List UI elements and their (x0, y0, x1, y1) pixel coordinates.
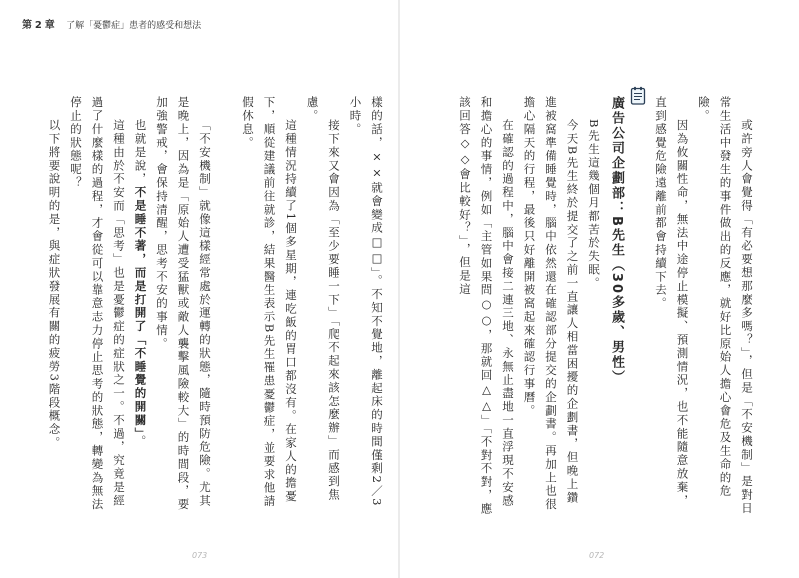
case-section-title: 廣告公司企劃部：B先生（30多歲、男性） (609, 96, 624, 385)
left-page (0, 0, 399, 578)
symptom-paragraph: 這種由於不安而「思考」也是憂鬱症的症狀之一。不過，究竟是經過了什麼樣的過程，才會從可以靠意志力停止思考的狀態，轉變為無法停止的狀態呢？ (69, 96, 126, 512)
case-paragraph-2: 今天B先生終於提交了之前一直讓人相當困擾的企劃書，但晚上鑽進被窩準備睡覺時，腦中依然還在確認部分提交的企劃書。再加上也很擔心隔天的行程，最後只好離開被窩起來確認行事曆。 (522, 96, 580, 512)
next-section-paragraph: 以下將要說明的是，與症狀發展有關的疲勞3階段概念。 (47, 119, 62, 450)
notepad-icon (630, 86, 646, 105)
emphasis-suffix: 。 (133, 434, 148, 449)
right-page (399, 0, 799, 578)
page-number-right: 072 (589, 551, 605, 560)
right-page-body (417, 96, 757, 516)
case-paragraph-1: B先生這幾個月都苦於失眠。 (587, 119, 601, 291)
emphasis-bold-text: 不是睡不著，而是打開了「不睡覺的開關」 (133, 186, 148, 435)
case-paragraph-3: 在確認的過程中，腦中會接二連三地、永無止盡地一直浮現不安感和擔心的事情，例如「主管如果問○○，那就回△△」「不對不對，應該回答◇◇會比較好？」，但是這 (458, 96, 515, 516)
paragraph-spacer (215, 96, 237, 516)
chapter-prefix: 第 (22, 20, 32, 31)
left-paragraph-2: 接下來又會因為「至少要睡一下」「爬不起來該怎麼辦」而感到焦慮。 (305, 96, 341, 502)
right-paragraph-1: 或許旁人會覺得「有必要想那麼多嗎？」，但是「不安機制」是對日常生活中發生的事件做出的反應，就好比原始人擔心會危及生命的危險。 (697, 96, 754, 516)
right-paragraph-2: 因為攸關性命，無法中途停止模擬、預測情況，也不能隨意放棄，直到感覺危險遠離前都會持續下去。 (654, 96, 690, 508)
left-paragraph-1: 樣的話，××就會變成□□」。不知不覺地，離起床的時間僅剩2／3小時。 (348, 96, 384, 508)
page-number-left: 073 (192, 551, 208, 560)
emphasis-paragraph (129, 96, 151, 516)
paragraph-spacer (628, 96, 650, 516)
chapter-number: 2 (34, 20, 42, 31)
running-header (22, 16, 362, 31)
left-paragraph-3: 這種情況持續了1個多星期，連吃飯的胃口都沒有。在家人的擔憂下，順從建議前往就診，結果醫生表示B先生罹患憂鬱症，並要求他請假休息。 (241, 96, 298, 509)
left-page-body (22, 96, 387, 516)
chapter-suffix: 章 (44, 20, 55, 31)
anxiety-mechanism-paragraph: 「不安機制」就像這樣經常處於運轉的狀態，隨時預防危險。尤其是晚上，因為是「原始人遭受猛獸或敵人襲擊風險較大」的時間段，要加強警戒，會保持清醒，思考不安的事情。 (155, 96, 212, 512)
chapter-title: 了解「憂鬱症」患者的感受和想法 (66, 21, 202, 31)
emphasis-prefix: 也就是說， (133, 119, 148, 186)
